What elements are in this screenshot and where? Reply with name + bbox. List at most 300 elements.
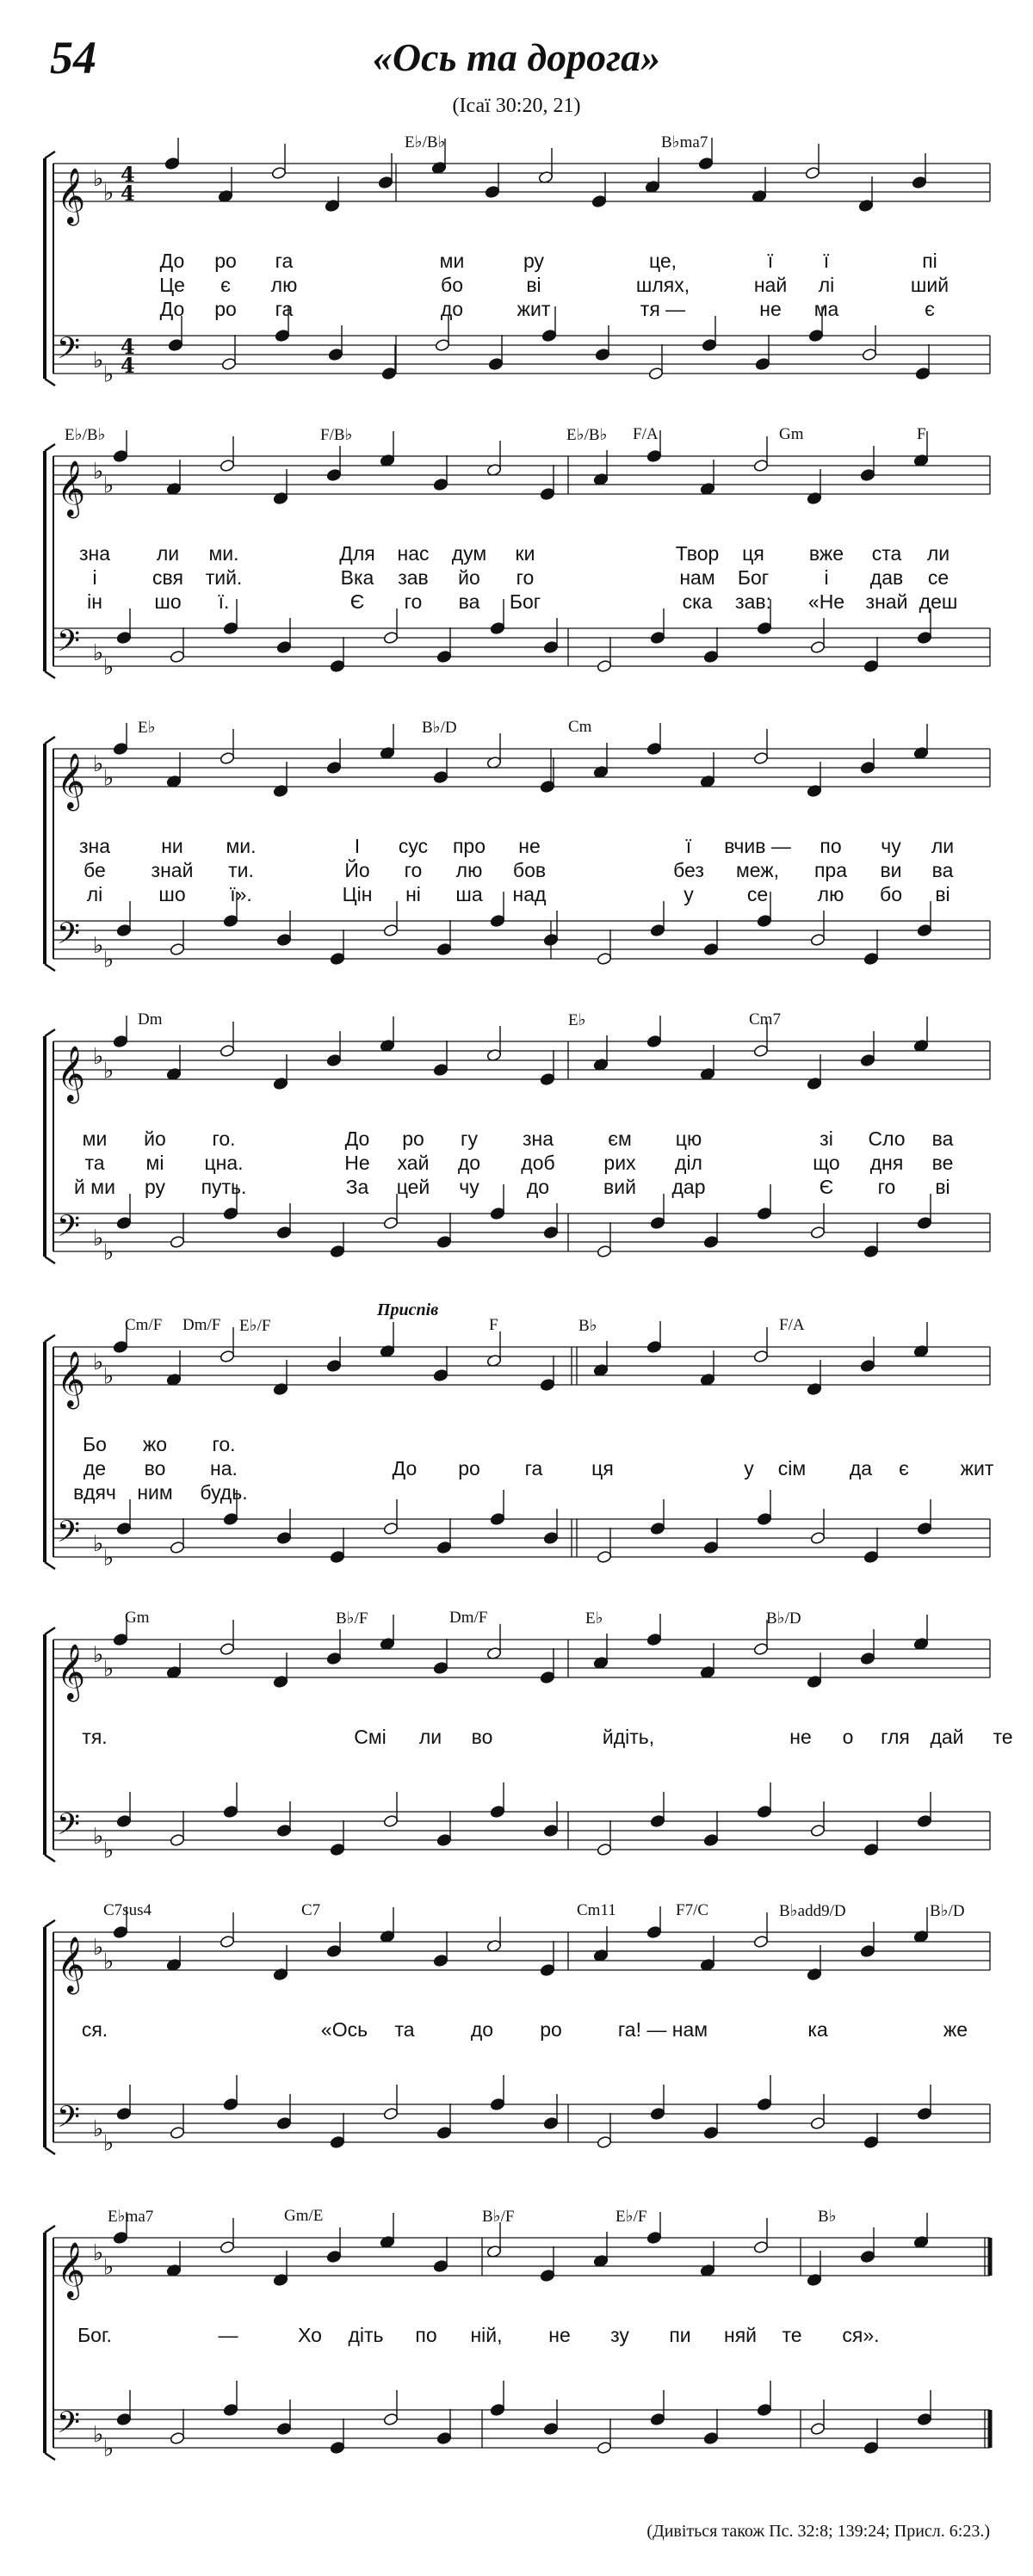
- lyric-syllable: та: [394, 2018, 415, 2041]
- chord-symbol: B♭ma7: [661, 133, 708, 151]
- note-head: [863, 2135, 879, 2148]
- song-number: 54: [50, 32, 96, 83]
- lyric-syllable: се: [746, 883, 769, 905]
- lyric-syllable: чу: [459, 1176, 479, 1198]
- treble-clef-icon: 𝄞: [57, 460, 86, 516]
- lyric-syllable: бо: [441, 274, 463, 296]
- lyric-syllable: єм: [608, 1127, 632, 1150]
- lyric-syllable: зу: [610, 2324, 629, 2346]
- note-head: [276, 1226, 292, 1239]
- flat-icon: ♭: [103, 2436, 114, 2462]
- system-bracket-top: [45, 1920, 55, 1927]
- note-head: [116, 631, 132, 644]
- lyric-syllable: ки: [515, 542, 535, 565]
- note-head: [113, 1633, 128, 1646]
- note-head: [646, 2231, 662, 2244]
- flat-icon: ♭: [93, 1044, 104, 1070]
- lyric-syllable: най: [753, 274, 788, 296]
- treble-clef-icon: 𝄞: [57, 1046, 86, 1102]
- lyric-syllable: ли: [931, 835, 955, 857]
- lyric-syllable: Бог: [509, 590, 541, 613]
- chord-symbol: F: [917, 425, 926, 443]
- note-head: [383, 1814, 399, 1827]
- chord-symbol: Cm/F: [125, 1316, 163, 1334]
- note-head: [543, 1226, 559, 1239]
- note-head: [543, 2422, 559, 2435]
- note-head: [223, 1207, 238, 1220]
- lyric-syllable: тя —: [640, 298, 686, 320]
- lyric-syllable: гу: [461, 1127, 478, 1150]
- flat-icon: ♭: [93, 459, 104, 485]
- note-head: [164, 157, 180, 170]
- note-head: [436, 2126, 452, 2139]
- lyric-syllable: бе: [84, 859, 106, 881]
- note-head: [276, 2116, 292, 2129]
- lyric-syllable: зі: [820, 1127, 833, 1150]
- note-head: [383, 2107, 399, 2120]
- lyric-syllable: ру: [523, 250, 545, 272]
- flat-icon: ♭: [103, 1363, 114, 1390]
- note-head: [917, 1216, 932, 1229]
- lyric-syllable: ін: [87, 590, 102, 613]
- note-head: [597, 659, 612, 672]
- lyric-syllable: до: [457, 1152, 481, 1174]
- note-head: [276, 1824, 292, 1837]
- lyric-syllable: ві: [935, 883, 950, 905]
- note-head: [113, 2231, 128, 2244]
- note-head: [330, 1550, 345, 1563]
- lyric-syllable: За: [345, 1176, 369, 1198]
- note-head: [490, 914, 505, 927]
- note-head: [490, 2403, 505, 2416]
- note-head: [810, 2116, 826, 2129]
- note-head: [863, 952, 879, 965]
- lyric-syllable: по: [820, 835, 842, 857]
- lyric-syllable: жит: [960, 1457, 994, 1480]
- lyric-syllable: дар: [671, 1176, 706, 1198]
- lyric-syllable: зав: [398, 566, 429, 589]
- lyric-syllable: ли: [926, 542, 950, 565]
- note-head: [223, 914, 238, 927]
- music-system: [0, 133, 1033, 439]
- note-head: [116, 1814, 132, 1827]
- note-head: [433, 1661, 448, 1674]
- note-head: [753, 2240, 769, 2253]
- lyric-syllable: хай: [397, 1152, 430, 1174]
- chord-symbol: Dm/F: [182, 1316, 221, 1334]
- note-head: [436, 1235, 452, 1248]
- lyric-syllable: І: [354, 835, 361, 857]
- lyric-syllable: це,: [648, 250, 677, 272]
- staff-system: [0, 138, 1033, 439]
- note-head: [703, 1235, 719, 1248]
- bass-clef-icon: 𝄢: [57, 2099, 81, 2141]
- lyric-syllable: ма: [813, 298, 839, 320]
- staff-system: [0, 1906, 1033, 2208]
- lyric-syllable: над: [512, 883, 547, 905]
- note-head: [436, 650, 452, 663]
- lyric-syllable: ша: [455, 883, 483, 905]
- song-title: «Ось та дорога»: [372, 35, 661, 79]
- note-head: [113, 1340, 128, 1353]
- lyric-syllable: Хо: [298, 2324, 322, 2346]
- lyric-syllable: ні: [405, 883, 421, 905]
- note-head: [860, 1652, 875, 1665]
- chord-symbol: E♭/F: [615, 2208, 647, 2226]
- lyric-syllable: Твор: [675, 542, 720, 565]
- note-head: [646, 1035, 662, 1047]
- note-head: [753, 459, 769, 472]
- lyric-syllable: ним: [137, 1481, 173, 1504]
- note-head: [116, 1522, 132, 1535]
- note-head: [597, 2135, 612, 2148]
- lyric-syllable: до: [470, 2018, 494, 2041]
- lyric-syllable: у: [744, 1457, 754, 1480]
- lyric-syllable: є: [899, 1457, 909, 1480]
- lyric-syllable: будь.: [200, 1481, 248, 1504]
- chord-symbol: C7: [301, 1901, 321, 1919]
- lyric-syllable: пра: [813, 859, 848, 881]
- flat-icon: ♭: [93, 2240, 104, 2266]
- lyric-syllable: ший: [910, 274, 949, 296]
- lyric-syllable: Бог.: [77, 2324, 112, 2346]
- note-head: [170, 1235, 185, 1248]
- system-bracket-bottom: [45, 1855, 55, 1862]
- lyric-syllable: Для: [339, 542, 375, 565]
- lyric-syllable: і: [824, 566, 829, 589]
- time-signature-numerator: 4: [121, 162, 135, 187]
- lyric-syllable: сім: [777, 1457, 807, 1480]
- bass-clef-icon: 𝄢: [57, 2405, 81, 2447]
- lyric-syllable: йо: [144, 1127, 166, 1150]
- note-head: [436, 1541, 452, 1554]
- lyric-syllable: вже: [808, 542, 844, 565]
- lyric-syllable: Це: [159, 274, 185, 296]
- lyric-syllable: лю: [817, 883, 844, 905]
- note-head: [223, 1805, 238, 1818]
- treble-clef-icon: 𝄞: [57, 168, 86, 224]
- note-head: [433, 1368, 448, 1381]
- lyric-syllable: зна: [78, 542, 111, 565]
- lyric-syllable: го: [877, 1176, 896, 1198]
- lyric-syllable: Смі: [354, 1726, 387, 1748]
- note-head: [810, 1226, 826, 1239]
- chord-symbol: E♭: [585, 1609, 603, 1628]
- note-head: [650, 2107, 665, 2120]
- flat-icon: ♭: [103, 473, 114, 499]
- chord-symbol: Dm/F: [449, 1609, 488, 1627]
- lyric-syllable: ї».: [230, 883, 252, 905]
- note-head: [597, 2441, 612, 2454]
- note-head: [543, 1531, 559, 1544]
- treble-clef-icon: 𝄞: [57, 1644, 86, 1700]
- note-head: [650, 1216, 665, 1229]
- system-bracket-bottom: [45, 1562, 55, 1569]
- note-head: [170, 2431, 185, 2444]
- note-head: [435, 338, 450, 351]
- lyric-syllable: ка: [807, 2018, 828, 2041]
- lyric-syllable: пі: [922, 250, 937, 272]
- lyric-syllable: мі: [145, 1152, 164, 1174]
- note-head: [543, 933, 559, 946]
- note-head: [650, 2412, 665, 2425]
- note-head: [597, 952, 612, 965]
- note-head: [326, 2250, 342, 2263]
- lyric-syllable: про: [452, 835, 486, 857]
- note-head: [220, 459, 235, 472]
- note-head: [116, 2412, 132, 2425]
- lyric-syllable: не: [759, 298, 782, 320]
- lyric-syllable: є: [925, 298, 935, 320]
- lyric-syllable: ва: [931, 859, 954, 881]
- note-head: [170, 942, 185, 955]
- flat-icon: ♭: [103, 1239, 114, 1266]
- lyric-syllable: тий.: [205, 566, 243, 589]
- note-head: [223, 2097, 238, 2110]
- lyric-syllable: цна.: [204, 1152, 244, 1174]
- note-head: [755, 357, 770, 370]
- lyric-syllable: «Не: [807, 590, 845, 613]
- lyric-syllable: во: [144, 1457, 166, 1480]
- note-head: [433, 478, 448, 491]
- lyric-syllable: цей: [396, 1176, 430, 1198]
- system-bracket-top: [45, 444, 55, 451]
- lyric-syllable: на.: [210, 1457, 238, 1480]
- lyric-syllable: зна: [78, 835, 111, 857]
- flat-icon: ♭: [93, 166, 104, 192]
- chord-symbol: Gm: [125, 1609, 150, 1627]
- lyric-syllable: ста: [871, 542, 902, 565]
- lyric-syllable: та: [84, 1152, 105, 1174]
- staff-system: [0, 1614, 1033, 1915]
- note-head: [646, 1633, 662, 1646]
- chord-symbol: F: [489, 1316, 498, 1334]
- lyric-syllable: ро: [214, 250, 237, 272]
- lyric-syllable: Не: [344, 1152, 370, 1174]
- lyric-syllable: ли: [418, 1726, 442, 1748]
- lyric-syllable: ї: [767, 250, 774, 272]
- lyric-syllable: ска: [682, 590, 713, 613]
- note-head: [326, 468, 342, 481]
- lyric-syllable: по: [415, 2324, 437, 2346]
- note-head: [860, 2250, 875, 2263]
- chord-symbol: F7/C: [676, 1901, 709, 1919]
- lyric-syllable: доб: [521, 1152, 555, 1174]
- lyric-syllable: —: [218, 2324, 238, 2346]
- note-head: [860, 1359, 875, 1372]
- flat-icon: ♭: [103, 654, 114, 681]
- bass-clef-icon: 𝄢: [57, 330, 81, 373]
- lyric-syllable: сус: [398, 835, 429, 857]
- lyric-syllable: Йо: [344, 859, 370, 881]
- chord-symbol: Cm7: [749, 1010, 781, 1029]
- note-head: [597, 1550, 612, 1563]
- chord-symbol: Cm: [568, 718, 592, 736]
- staff-system: [0, 2212, 1033, 2513]
- flat-icon: ♭: [93, 1824, 104, 1850]
- flat-icon: ♭: [93, 1935, 104, 1961]
- lyric-syllable: ві: [526, 274, 541, 296]
- flat-icon: ♭: [103, 2130, 114, 2157]
- lyric-syllable: ни: [161, 835, 183, 857]
- lyric-syllable: ї.: [218, 590, 230, 613]
- note-head: [276, 933, 292, 946]
- note-head: [223, 1512, 238, 1525]
- note-head: [648, 367, 664, 380]
- note-head: [328, 348, 343, 361]
- chord-symbol: E♭ma7: [108, 2208, 154, 2226]
- lyric-syllable: діл: [675, 1152, 702, 1174]
- note-head: [221, 357, 237, 370]
- note-head: [170, 1541, 185, 1554]
- note-head: [168, 338, 183, 351]
- flat-icon: ♭: [103, 765, 114, 792]
- lyric-syllable: жо: [142, 1433, 168, 1455]
- note-head: [433, 1063, 448, 1076]
- lyric-syllable: бов: [512, 859, 547, 881]
- note-head: [490, 621, 505, 634]
- note-head: [326, 761, 342, 774]
- lyric-syllable: нам: [679, 566, 715, 589]
- lyric-syllable: ній,: [470, 2324, 503, 2346]
- note-head: [540, 2269, 555, 2282]
- lyric-syllable: дня: [869, 1152, 904, 1174]
- lyric-syllable: йдіть,: [602, 1726, 655, 1748]
- bass-clef-icon: 𝄢: [57, 1807, 81, 1849]
- note-head: [753, 1642, 769, 1655]
- note-head: [330, 659, 345, 672]
- note-head: [646, 1340, 662, 1353]
- note-head: [383, 2412, 399, 2425]
- note-head: [917, 2107, 932, 2120]
- note-head: [646, 1925, 662, 1938]
- lyric-syllable: не: [548, 2324, 571, 2346]
- flat-icon: ♭: [103, 1838, 114, 1864]
- system-bracket-top: [45, 1335, 55, 1342]
- note-head: [860, 1053, 875, 1066]
- note-head: [650, 1522, 665, 1535]
- lyric-syllable: ї: [823, 250, 830, 272]
- note-head: [757, 1805, 772, 1818]
- chord-symbol: E♭: [138, 719, 156, 737]
- note-head: [330, 1245, 345, 1257]
- chord-symbol: Dm: [138, 1010, 163, 1029]
- lyric-syllable: лі: [86, 883, 103, 905]
- lyric-syllable: ця: [591, 1457, 614, 1480]
- chord-symbol: E♭/F: [239, 1317, 271, 1335]
- lyric-syllable: се: [927, 566, 949, 589]
- note-head: [540, 1671, 555, 1683]
- note-head: [543, 640, 559, 653]
- note-head: [860, 761, 875, 774]
- note-head: [383, 1216, 399, 1229]
- lyric-syllable: жит: [516, 298, 551, 320]
- note-head: [810, 640, 826, 653]
- flat-icon: ♭: [103, 1545, 114, 1572]
- footer-reference: (Дивіться також Пс. 32:8; 139:24; Присл. 6:23.): [646, 2522, 990, 2541]
- flat-icon: ♭: [103, 361, 114, 388]
- note-head: [753, 1044, 769, 1057]
- note-head: [116, 2107, 132, 2120]
- note-head: [863, 1245, 879, 1257]
- lyric-syllable: меж,: [735, 859, 780, 881]
- note-head: [917, 631, 932, 644]
- lyric-syllable: га: [524, 1457, 543, 1480]
- note-head: [113, 1035, 128, 1047]
- note-head: [116, 924, 132, 936]
- note-head: [436, 2431, 452, 2444]
- lyric-syllable: рих: [603, 1152, 636, 1174]
- music-system: [0, 2207, 1033, 2513]
- lyric-syllable: ї: [685, 835, 692, 857]
- chord-symbol: B♭: [818, 2208, 837, 2226]
- lyric-syllable: Вка: [340, 566, 374, 589]
- note-head: [757, 1512, 772, 1525]
- lyric-syllable: До: [392, 1457, 418, 1480]
- system-bracket-top: [45, 151, 55, 158]
- note-head: [753, 751, 769, 764]
- note-head: [223, 2403, 238, 2416]
- lyric-syllable: ця: [742, 542, 764, 565]
- lyric-syllable: бо: [880, 883, 902, 905]
- note-head: [276, 1531, 292, 1544]
- note-head: [220, 1044, 235, 1057]
- note-head: [757, 2097, 772, 2110]
- lyric-syllable: ро: [458, 1457, 480, 1480]
- note-head: [490, 1512, 505, 1525]
- treble-clef-icon: 𝄞: [57, 753, 86, 809]
- note-head: [703, 650, 719, 663]
- note-head: [540, 1963, 555, 1976]
- note-head: [805, 166, 820, 179]
- lyric-syllable: га: [275, 250, 294, 272]
- lyric-syllable: путь.: [201, 1176, 247, 1198]
- lyric-syllable: гля: [881, 1726, 910, 1748]
- lyric-syllable: га! — нам: [617, 2018, 708, 2041]
- note-head: [541, 329, 557, 342]
- note-head: [757, 2403, 772, 2416]
- lyric-syllable: ві: [935, 1176, 950, 1198]
- music-system: [0, 718, 1033, 1024]
- note-head: [863, 1550, 879, 1563]
- bass-clef-icon: 𝄢: [57, 1208, 81, 1251]
- lyric-syllable: зав:: [735, 590, 771, 613]
- lyric-syllable: чу: [881, 835, 901, 857]
- lyric-syllable: го.: [212, 1433, 236, 1455]
- note-head: [275, 329, 290, 342]
- lyric-syllable: ви: [880, 859, 902, 881]
- lyric-syllable: ся.: [81, 2018, 108, 2041]
- time-signature-denominator: 4: [121, 353, 135, 378]
- note-head: [223, 621, 238, 634]
- note-head: [170, 2126, 185, 2139]
- lyric-syllable: зна: [522, 1127, 554, 1150]
- note-head: [383, 1522, 399, 1535]
- note-head: [220, 1935, 235, 1948]
- lyric-syllable: тя.: [82, 1726, 108, 1748]
- chord-symbol: B♭/D: [766, 1609, 801, 1628]
- note-head: [863, 1843, 879, 1856]
- lyric-syllable: ми.: [226, 835, 257, 857]
- note-head: [326, 1359, 342, 1372]
- chord-symbol: B♭/F: [482, 2208, 515, 2226]
- lyric-syllable: є: [220, 274, 231, 296]
- flat-icon: ♭: [103, 1656, 114, 1683]
- note-head: [488, 357, 504, 370]
- flat-icon: ♭: [93, 933, 104, 959]
- note-head: [383, 631, 399, 644]
- note-head: [490, 1207, 505, 1220]
